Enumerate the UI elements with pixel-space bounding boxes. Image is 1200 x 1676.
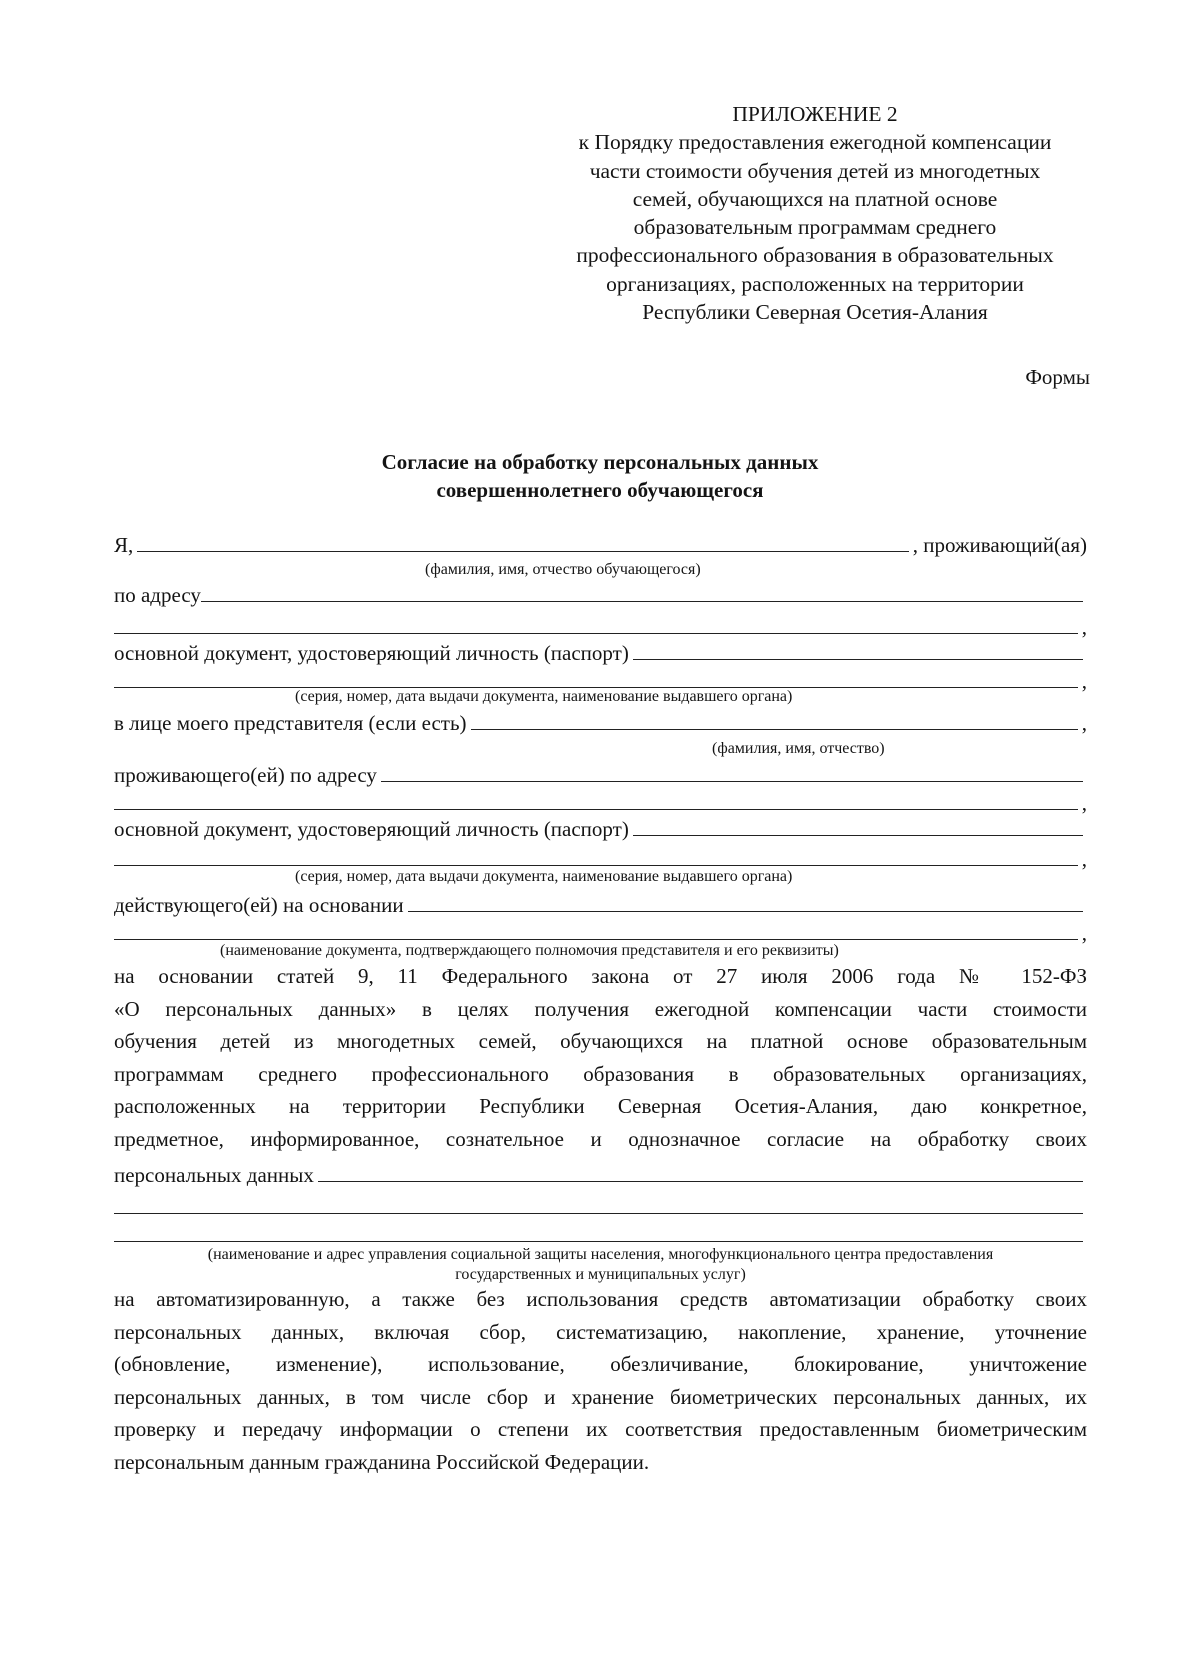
caption-operator	[114, 1245, 1087, 1285]
acting-basis-field-cont[interactable]	[114, 938, 1078, 940]
rep-passport-field[interactable]	[633, 834, 1083, 836]
caption-passport: (серия, номер, дата выдачи документа, наименование выдавшего органа)	[295, 688, 793, 705]
rep-address-field-cont[interactable]	[114, 808, 1078, 810]
appendix-header	[520, 100, 1110, 326]
comma: ,	[1081, 921, 1087, 945]
paragraph-line: обучения детей из многодетных семей, обучающихся на платной основе образовательным	[114, 1029, 1087, 1053]
consent-paragraph-2	[114, 1283, 1087, 1478]
paragraph-line: персональных данных, включая сбор, систематизацию, накопление, хранение, уточнение	[114, 1319, 1087, 1344]
row-rep-address	[114, 758, 1087, 788]
row-address	[114, 578, 1087, 608]
paragraph-line: программам среднего профессионального образования в образовательных организациях,	[114, 1061, 1087, 1086]
row-rep-passport	[114, 812, 1087, 842]
paragraph-line: персональным данным гражданина Российской Федерации.	[114, 1449, 650, 1474]
paragraph-line: на автоматизированную, а также без использования средств автоматизации обработку своих	[114, 1287, 1087, 1311]
rep-address-label: проживающего(ей) по адресу	[114, 763, 377, 787]
caption-rep-document: (наименование документа, подтверждающего полномочия представителя и его реквизиты)	[220, 942, 839, 959]
acting-basis-label: действующего(ей) на основании	[114, 893, 404, 917]
paragraph-line: предметное, информированное, сознательное и однозначное согласие на обработку своих	[114, 1126, 1087, 1151]
passport-label: основной документ, удостоверяющий личность (паспорт)	[114, 641, 629, 665]
comma: ,	[1081, 847, 1087, 871]
student-name-field[interactable]	[137, 550, 909, 552]
forms-label: Формы	[1025, 365, 1090, 389]
title-line-2: совершеннолетнего обучающегося	[436, 478, 764, 502]
operator-field[interactable]	[318, 1180, 1083, 1182]
caption-fio: (фамилия, имя, отчество)	[712, 740, 885, 757]
operator-field-cont[interactable]	[114, 1212, 1083, 1214]
paragraph-line: (обновление, изменение), использование, обезличивание, блокирование, уничтожение	[114, 1352, 1087, 1376]
address-label: по адресу	[114, 583, 201, 607]
residing-label: , проживающий(ая)	[912, 533, 1087, 557]
row-operator-cont	[114, 1190, 1087, 1220]
title-line-1: Согласие на обработку персональных данных	[381, 450, 819, 474]
caption-rep-passport: (серия, номер, дата выдачи документа, наименование выдавшего органа)	[295, 868, 793, 885]
paragraph-line: проверку и передачу информации о степени их соответствия предоставленным биометрическим	[114, 1417, 1087, 1441]
appendix-line: Республики Северная Осетия-Алания	[642, 300, 988, 325]
row-personal-data	[114, 1158, 1087, 1188]
caption-operator-line-2: государственных и муниципальных услуг)	[455, 1266, 746, 1283]
appendix-line: к Порядку предоставления ежегодной компенсации	[578, 130, 1052, 155]
paragraph-line: «О персональных данных» в целях получения ежегодной компенсации части стоимости	[114, 996, 1087, 1021]
paragraph-line: персональных данных, в том числе сбор и хранение биометрических персональных данных, их	[114, 1384, 1087, 1409]
comma: ,	[1081, 669, 1087, 693]
address-field[interactable]	[201, 600, 1083, 602]
representative-label: в лице моего представителя (если есть)	[114, 711, 467, 735]
document-title	[180, 448, 1020, 504]
caption-operator-line-1: (наименование и адрес управления социальной защиты населения, многофункционального центра предоставления	[207, 1246, 994, 1263]
rep-address-field[interactable]	[381, 780, 1083, 782]
paragraph-line: на основании статей 9, 11 Федерального закона от 27 июля 2006 года № 152-ФЗ	[114, 964, 1087, 988]
address-field-cont[interactable]	[114, 632, 1078, 634]
comma: ,	[1081, 615, 1087, 639]
passport-field[interactable]	[633, 658, 1083, 660]
caption-student-fio: (фамилия, имя, отчество обучающегося)	[425, 561, 701, 578]
row-acting-basis	[114, 888, 1087, 918]
appendix-line: организациях, расположенных на территории	[606, 271, 1024, 296]
rep-passport-field-cont[interactable]	[114, 864, 1078, 866]
rep-passport-label: основной документ, удостоверяющий личность (паспорт)	[114, 817, 629, 841]
row-passport	[114, 636, 1087, 666]
appendix-number: ПРИЛОЖЕНИЕ 2	[732, 102, 898, 126]
comma: ,	[1081, 711, 1087, 735]
appendix-line: части стоимости обучения детей из многодетных	[589, 158, 1041, 183]
paragraph-line: расположенных на территории Республики Северная Осетия-Алания, даю конкретное,	[114, 1094, 1087, 1118]
appendix-line: образовательным программам среднего	[633, 215, 997, 240]
consent-paragraph-1	[114, 960, 1087, 1155]
appendix-line: профессионального образования в образовательных	[576, 243, 1054, 268]
row-operator-cont-2	[114, 1218, 1087, 1248]
acting-basis-field[interactable]	[408, 910, 1083, 912]
appendix-line: семей, обучающихся на платной основе	[632, 186, 998, 211]
representative-field[interactable]	[471, 728, 1078, 730]
row-representative	[114, 706, 1087, 736]
ya-label: Я,	[114, 533, 134, 557]
row-student-name	[114, 528, 1087, 558]
personal-data-label: персональных данных	[114, 1163, 314, 1187]
comma: ,	[1081, 791, 1087, 815]
operator-field-cont-2[interactable]	[114, 1240, 1083, 1242]
